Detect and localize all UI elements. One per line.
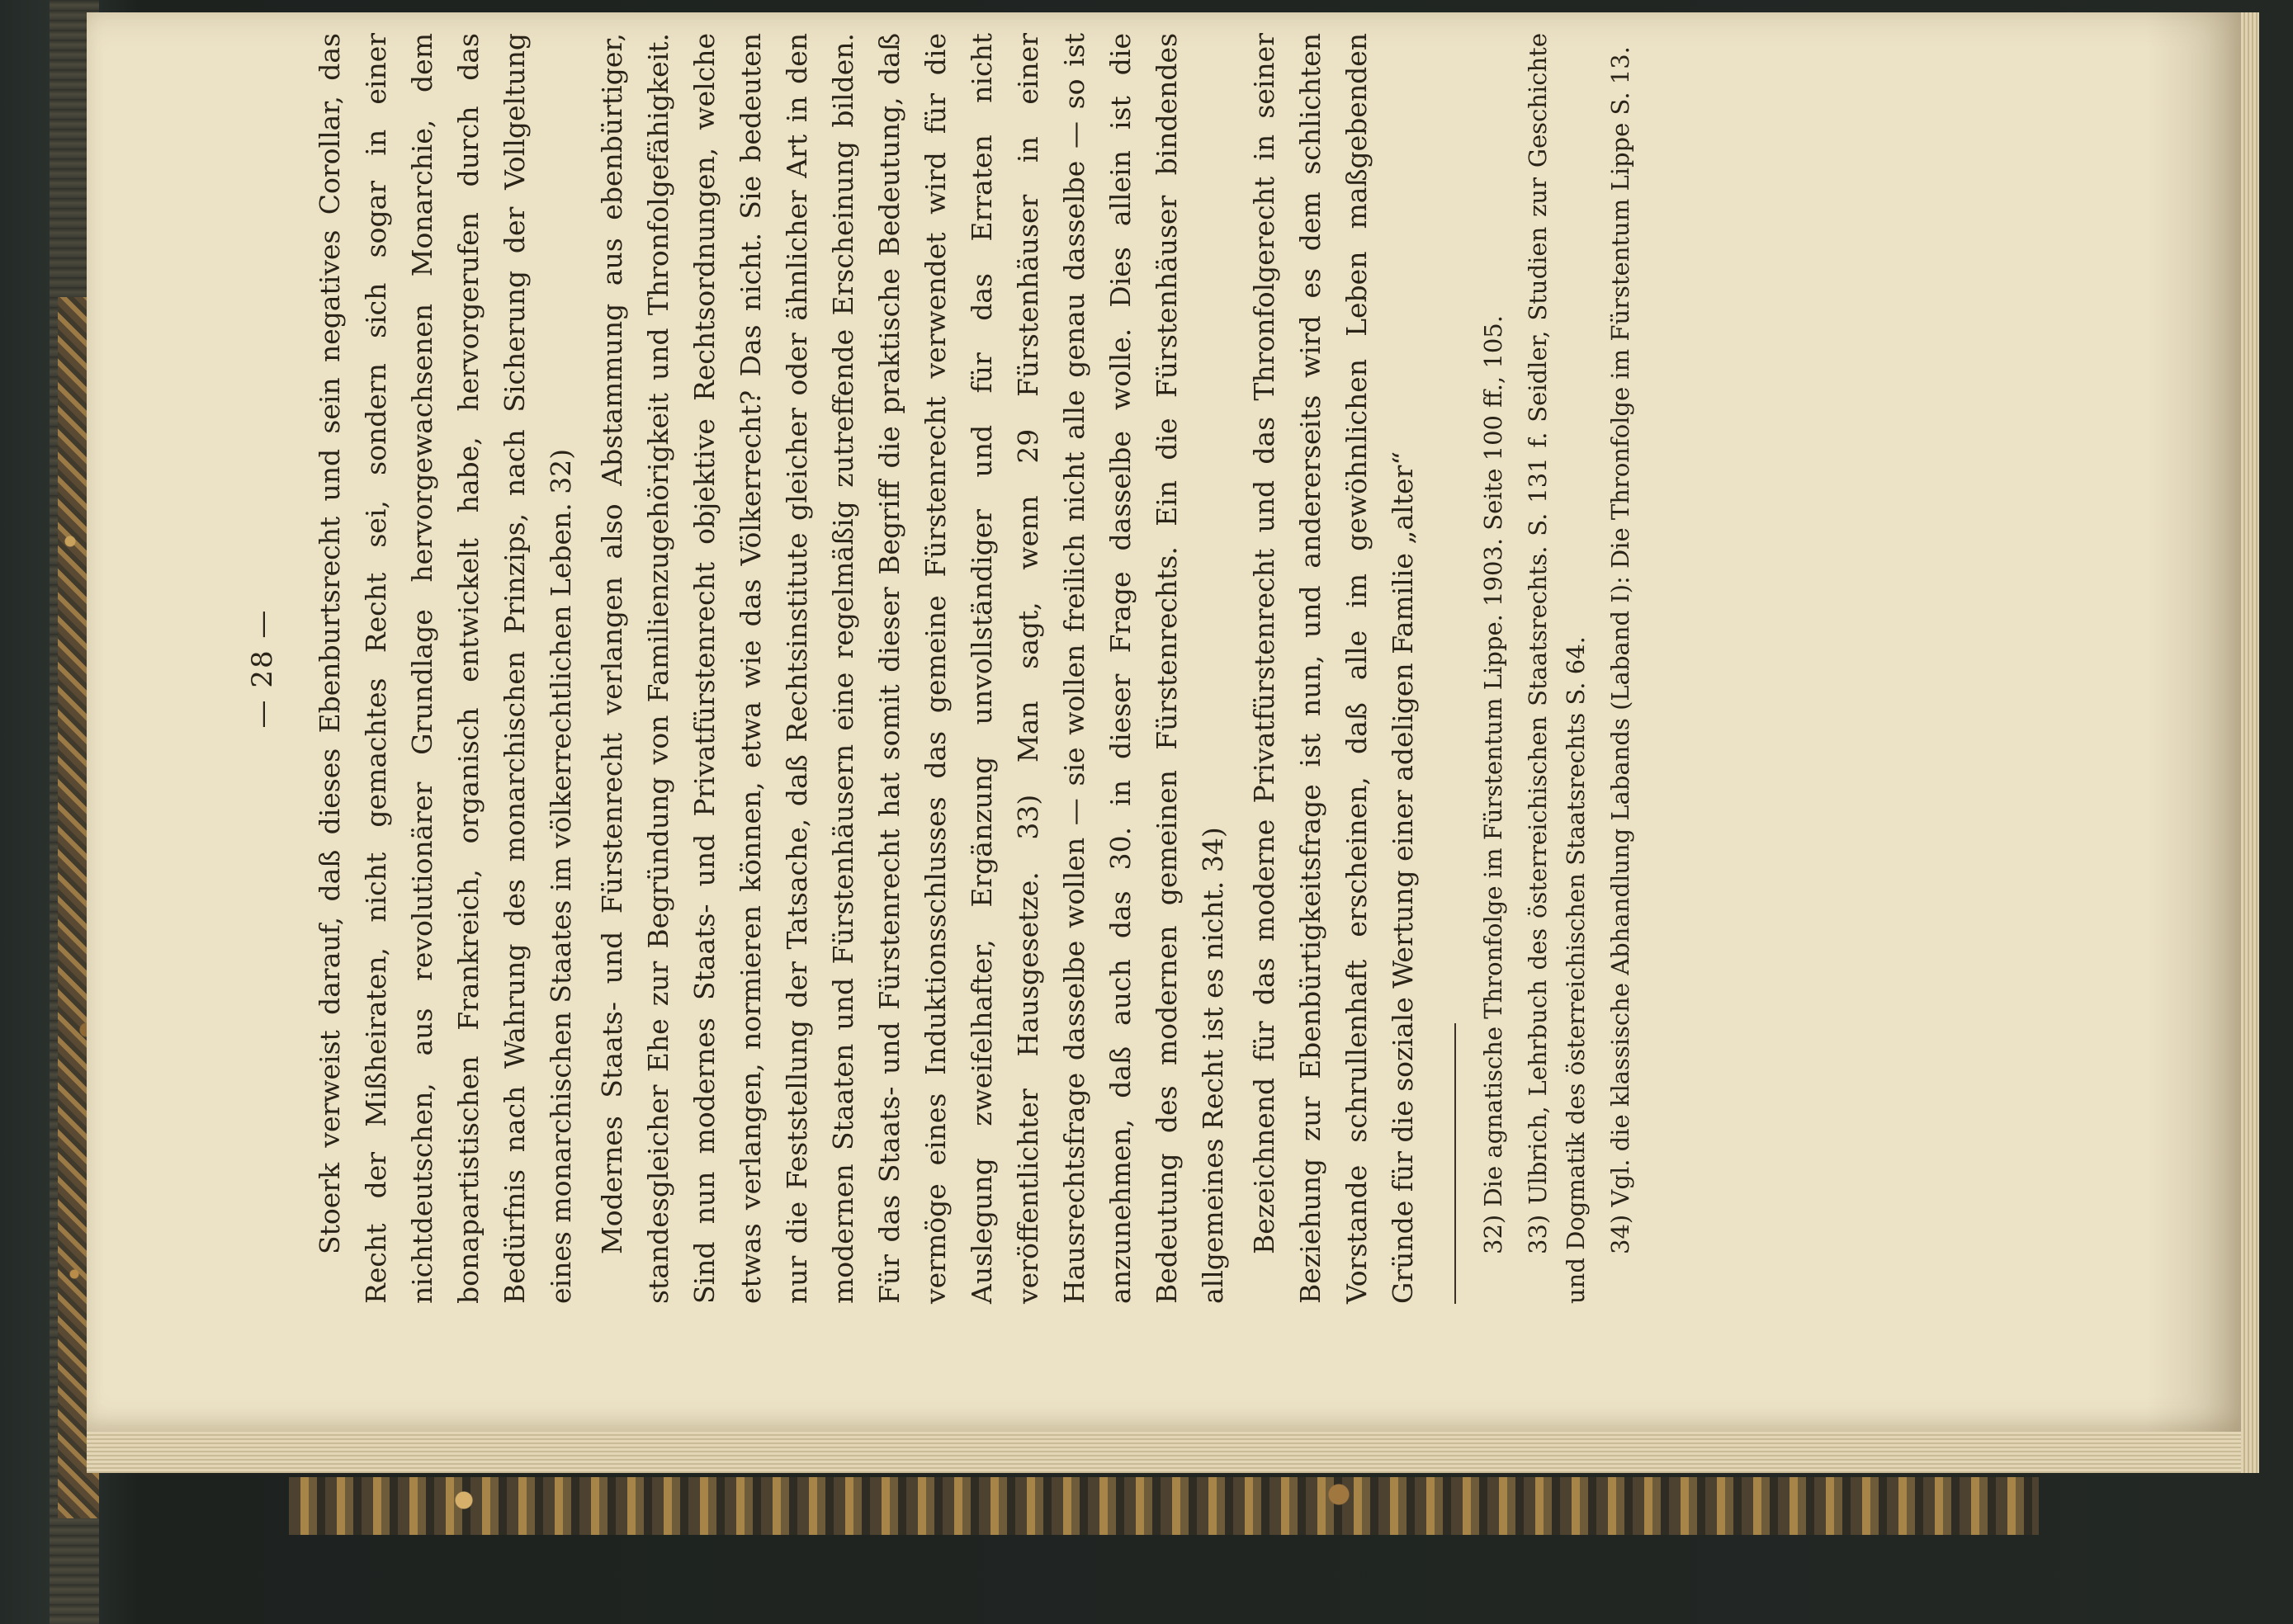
- footnote: 34) Vgl. die klassische Abhandlung Labands (Laband I): Die Thronfolge im Fürstentum Lippe S. 13.: [1606, 46, 1634, 1254]
- page-edges-right: [2241, 12, 2259, 1473]
- paragraph: Bezeichnend für das moderne Privatfürstenrecht und das Thronfolgerecht in seiner Beziehung zur Ebenbürtigkeitsfrage ist nun, und andererseits wird es dem schlichten Vorstande schrullenhaft erscheinen, daß alle im gewöhnlichen Leben maßgebenden Gründe für die soziale Wertung einer adeligen Familie „alter“: [1248, 33, 1419, 1304]
- page-text-block: [239, 33, 2080, 1304]
- footnote: 33) Ulbrich, Lehrbuch des österreichischen Staatsrechts. S. 131 f. Seidler, Studien zur Geschichte und Dogmatik des österreichischen Staatsrechts S. 64.: [1524, 33, 1590, 1304]
- page-number: — 28 —: [246, 608, 279, 729]
- footnote-rule: [1454, 1023, 1456, 1304]
- paragraph: Modernes Staats- und Fürstenrecht verlangen also Abstammung aus ebenbürtiger, standesgleicher Ehe zur Begründung von Familienzugehörigkeit und Thronfolgefähigkeit. Sind nun modernes Staats- und Privatfürstenrecht objektive Rechtsordnungen, welche etwas verlangen, normieren können, etwa wie das Völkerrecht? Das nicht. Sie bedeuten nur die Feststellung der Tatsache, daß Rechtsinstitute gleicher oder ähnlicher Art in den modernen Staaten und Fürstenhäusern eine regelmäßig zutreffende Erscheinung bilden. Für das Staats- und Fürstenrecht hat somit dieser Begriff die praktische Bedeutung, daß vermöge eines Induktionsschlusses das gemeine Fürstenrecht verwendet wird für die Auslegung zweifelhafter, Ergänzung unvollständiger und für das Erraten nicht veröffentlichter Hausgesetze. 33) Man sagt, wenn 29 Fürstenhäuser in einer Hausrechtsfrage dasselbe wollen — sie wollen freilich nicht alle genau dasselbe — so ist anzunehmen, daß auch das 30. in dieser Frage dasselbe wolle. Dies allein ist die Bedeutung des modernen gemeinen Fürstenrechts. Ein die Fürstenhäuser bindendes allgemeines Recht ist es nicht. 34): [596, 33, 1229, 1304]
- paragraph: Stoerk verweist darauf, daß dieses Ebenburtsrecht und sein negatives Corollar, das Recht der Mißheiraten, nicht gemachtes Recht sei, sondern sich sogar in einer nichtdeutschen, aus revolutionärer Grundlage hervorgewachsenen Monarchie, dem bonapartistischen Frankreich, organisch entwickelt habe, hervorgerufen durch das Bedürfnis nach Wahrung des monarchischen Prinzips, nach Sicherung der Vollgeltung eines monarchischen Staates im völkerrechtlichen Leben. 32): [314, 33, 577, 1304]
- footnote: 32) Die agnatische Thronfolge im Fürstentum Lippe. 1903. Seite 100 ff., 105.: [1479, 315, 1507, 1254]
- marbled-edge-bottom: [289, 1477, 2039, 1535]
- gutter-shadow: [2146, 12, 2241, 1432]
- page-edges-bottom: [87, 1432, 2241, 1473]
